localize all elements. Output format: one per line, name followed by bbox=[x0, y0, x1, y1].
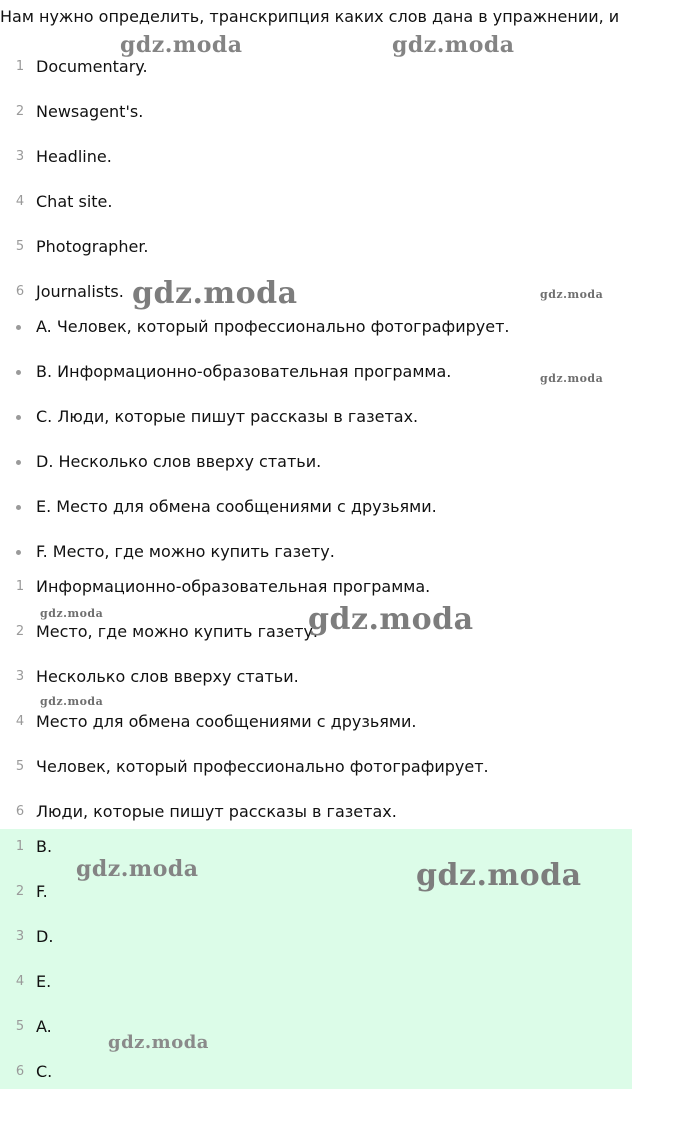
item-text: Место, где можно купить газету. bbox=[36, 622, 318, 641]
item-number: 6 bbox=[15, 1064, 25, 1079]
watermark: gdz.moda bbox=[40, 607, 104, 620]
watermark: gdz.moda bbox=[120, 32, 243, 58]
item-number: 1 bbox=[15, 579, 25, 594]
item-text: E. Место для обмена сообщениями с друзьями. bbox=[36, 497, 437, 516]
item-text: Место для обмена сообщениями с друзьями. bbox=[36, 712, 417, 731]
item-text: F. bbox=[36, 882, 48, 901]
item-text: B. bbox=[36, 837, 53, 856]
item-number: 2 bbox=[15, 104, 25, 119]
item-number: 6 bbox=[15, 804, 25, 819]
item-number: 3 bbox=[15, 149, 25, 164]
bullet-icon bbox=[16, 505, 21, 510]
item-text: C. bbox=[36, 1062, 53, 1081]
item-number: 2 bbox=[15, 624, 25, 639]
watermark: gdz.moda bbox=[540, 288, 604, 301]
item-text: Newsagent's. bbox=[36, 102, 144, 121]
item-number: 6 bbox=[15, 284, 25, 299]
bullet-icon bbox=[16, 550, 21, 555]
item-number: 3 bbox=[15, 669, 25, 684]
item-number: 5 bbox=[15, 239, 25, 254]
item-text: Photographer. bbox=[36, 237, 149, 256]
item-number: 4 bbox=[15, 194, 25, 209]
item-text: C. Люди, которые пишут рассказы в газетах. bbox=[36, 407, 419, 426]
watermark: gdz.moda bbox=[540, 372, 604, 385]
watermark: gdz.moda bbox=[416, 858, 582, 893]
watermark: gdz.moda bbox=[308, 602, 474, 637]
item-text: Информационно-образовательная программа. bbox=[36, 577, 431, 596]
item-number: 5 bbox=[15, 1019, 25, 1034]
watermark: gdz.moda bbox=[132, 276, 298, 311]
bullet-icon bbox=[16, 415, 21, 420]
intro-text: Нам нужно определить, транскрипция каких слов дана в упражнении, и bbox=[0, 7, 620, 26]
item-number: 5 bbox=[15, 759, 25, 774]
item-number: 4 bbox=[15, 714, 25, 729]
item-text: Chat site. bbox=[36, 192, 113, 211]
item-text: B. Информационно-образовательная программа. bbox=[36, 362, 452, 381]
bullet-icon bbox=[16, 325, 21, 330]
bullet-icon bbox=[16, 370, 21, 375]
item-text: Headline. bbox=[36, 147, 112, 166]
item-text: Человек, который профессионально фотографирует. bbox=[36, 757, 489, 776]
watermark: gdz.moda bbox=[76, 856, 199, 882]
item-text: Journalists. bbox=[36, 282, 124, 301]
item-text: E. bbox=[36, 972, 52, 991]
item-number: 4 bbox=[15, 974, 25, 989]
watermark: gdz.moda bbox=[40, 695, 104, 708]
item-text: Несколько слов вверху статьи. bbox=[36, 667, 299, 686]
item-text: F. Место, где можно купить газету. bbox=[36, 542, 335, 561]
item-text: D. Несколько слов вверху статьи. bbox=[36, 452, 322, 471]
bullet-icon bbox=[16, 460, 21, 465]
item-text: A. bbox=[36, 1017, 52, 1036]
item-text: A. Человек, который профессионально фотографирует. bbox=[36, 317, 510, 336]
watermark: gdz.moda bbox=[108, 1032, 209, 1053]
item-text: Люди, которые пишут рассказы в газетах. bbox=[36, 802, 397, 821]
item-number: 1 bbox=[15, 839, 25, 854]
item-text: D. bbox=[36, 927, 54, 946]
watermark: gdz.moda bbox=[392, 32, 515, 58]
item-number: 2 bbox=[15, 884, 25, 899]
item-text: Documentary. bbox=[36, 57, 148, 76]
item-number: 3 bbox=[15, 929, 25, 944]
item-number: 1 bbox=[15, 59, 25, 74]
